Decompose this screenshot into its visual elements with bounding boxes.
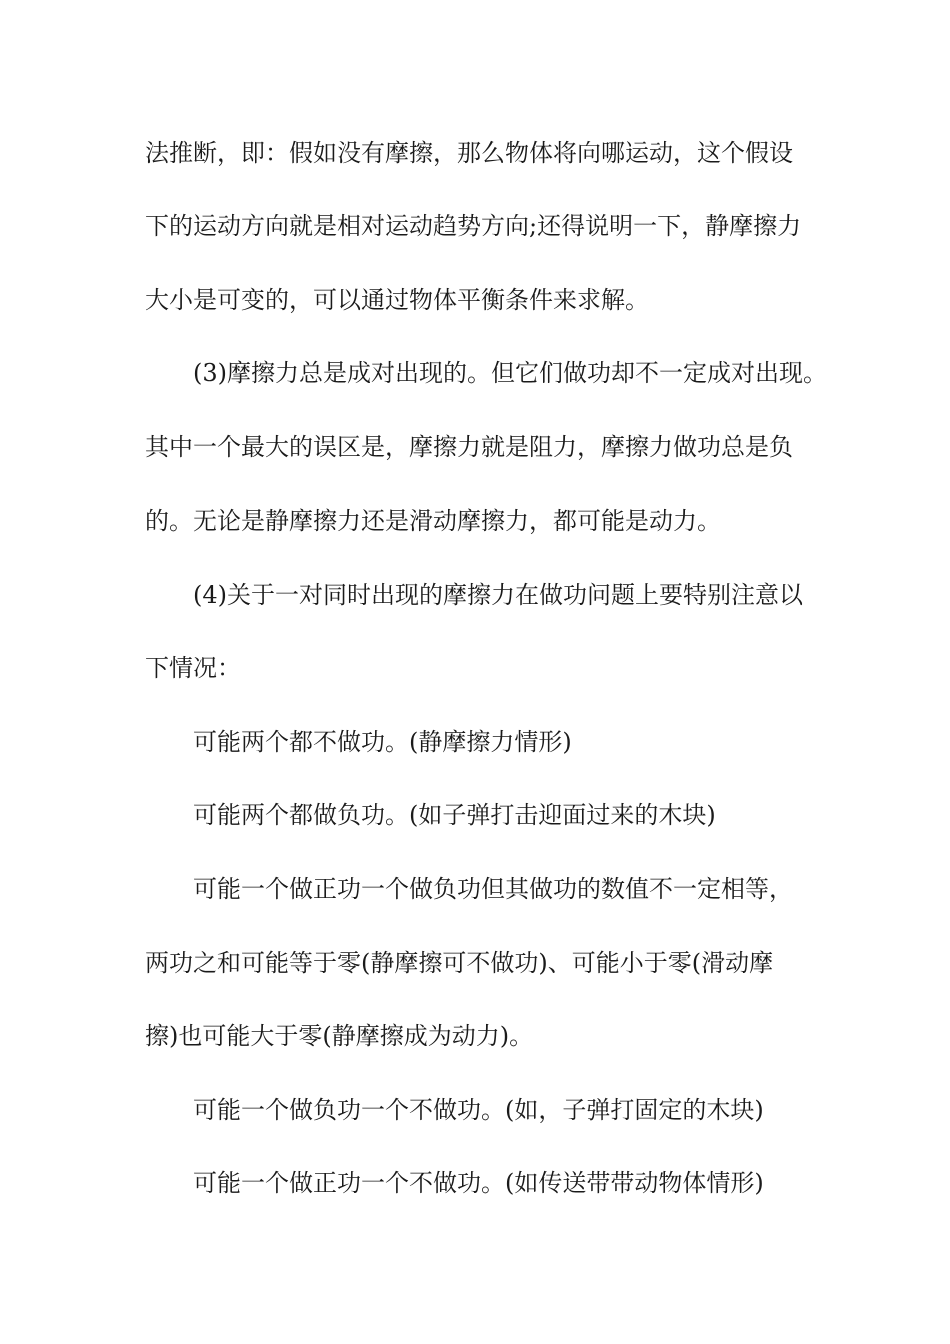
text-line: 下的运动方向就是相对运动趋势方向;还得说明一下，静摩擦力 <box>145 212 802 240</box>
case-5: 可能一个做正功一个不做功。(如传送带带动物体情形) <box>193 1169 764 1197</box>
text-line: 大小是可变的，可以通过物体平衡条件来求解。 <box>145 286 649 314</box>
case-2: 可能两个都做负功。(如子弹打击迎面过来的木块) <box>193 801 716 829</box>
text-line: 下情况： <box>145 654 241 682</box>
text-line: 其中一个最大的误区是，摩擦力就是阻力，摩擦力做功总是负 <box>145 433 793 461</box>
text-line: 法推断，即：假如没有摩擦，那么物体将向哪运动，这个假设 <box>145 139 793 167</box>
case-4: 可能一个做负功一个不做功。(如，子弹打固定的木块) <box>193 1096 764 1124</box>
text-line: 擦)也可能大于零(静摩擦成为动力)。 <box>145 1022 534 1050</box>
case-1: 可能两个都不做功。(静摩擦力情形) <box>193 728 572 756</box>
text-line: 两功之和可能等于零(静摩擦可不做功)、可能小于零(滑动摩 <box>145 949 774 977</box>
paragraph-4-first-line: (4)关于一对同时出现的摩擦力在做功问题上要特别注意以 <box>193 581 803 609</box>
text-line: 的。无论是静摩擦力还是滑动摩擦力，都可能是动力。 <box>145 507 721 535</box>
case-3: 可能一个做正功一个做负功但其做功的数值不一定相等， <box>193 875 793 903</box>
paragraph-3-first-line: (3)摩擦力总是成对出现的。但它们做功却不一定成对出现。 <box>193 359 827 387</box>
